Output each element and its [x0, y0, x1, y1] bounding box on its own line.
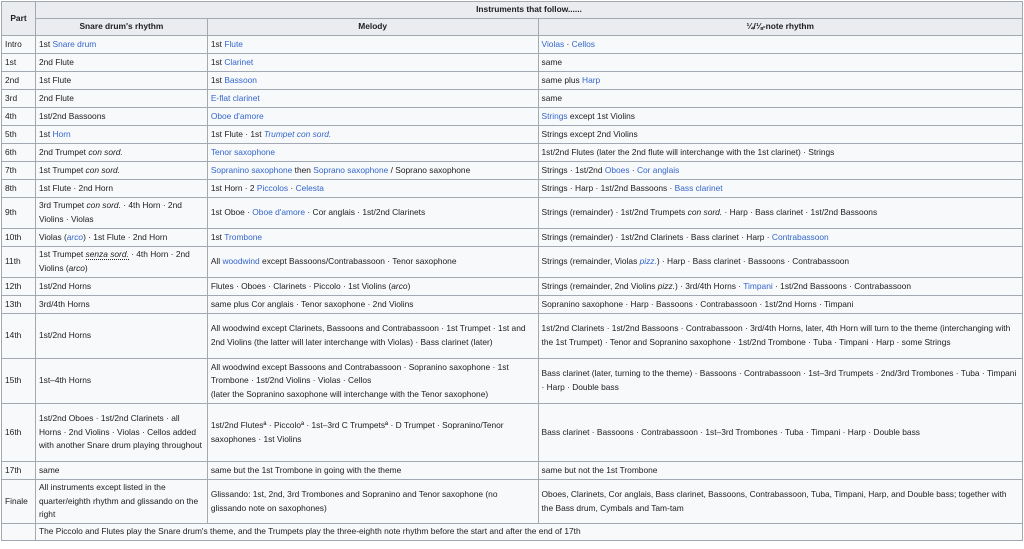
table-row [2, 462, 1023, 480]
melody-cell [207, 144, 538, 162]
link-contrabassoon[interactable]: Contrabassoon [771, 231, 829, 242]
part-cell-empty [2, 524, 36, 541]
snare-cell: 2nd Trumpet con sord. [35, 144, 207, 162]
quarter-cell: same plus Harp [538, 72, 1022, 90]
melody-cell: same plus Cor anglais · Tenor saxophone · 2nd Violins [207, 296, 538, 314]
snare-cell: Violas (arco) · 1st Flute · 2nd Horn [35, 229, 207, 247]
link-cellos[interactable]: Cellos [571, 38, 595, 49]
melody-cell: 1st/2nd Flutesª · Piccoloª · 1st–3rd C Trumpetsª · D Trumpet · Sopranino/Tenor saxophones · 1st Violins [207, 404, 538, 462]
melody-cell: 1st Flute · 1st Trumpet con sord. [207, 126, 538, 144]
part-cell: 5th [2, 126, 36, 144]
quarter-cell: Strings except 2nd Violins [538, 126, 1022, 144]
link-bass-clarinet[interactable]: Bass clarinet [674, 182, 723, 193]
table-row [2, 144, 1023, 162]
melody-cell: 1st Flute [207, 36, 538, 54]
link-horn[interactable]: Horn [52, 128, 71, 139]
quarter-cell: Oboes, Clarinets, Cor anglais, Bass clarinet, Bassoons, Contrabassoon, Tuba, Timpani, Harp, and Double bass; together with the Bass drum, Cymbals and Tam-tam [538, 480, 1022, 524]
quarter-cell: same [538, 90, 1022, 108]
snare-cell: 3rd Trumpet con sord. · 4th Horn · 2nd Violins · Violas [35, 198, 207, 229]
header-part: Part [2, 2, 36, 36]
link-celesta[interactable]: Celesta [295, 182, 324, 193]
table-row [2, 90, 1023, 108]
link-timpani[interactable]: Timpani [743, 280, 773, 291]
snare-cell: 3rd/4th Horns [35, 296, 207, 314]
part-cell: 15th [2, 359, 36, 404]
snare-cell: 2nd Flute [35, 90, 207, 108]
melody-cell: 1st Horn · 2 Piccolos · Celesta [207, 180, 538, 198]
melody-cell: 1st Bassoon [207, 72, 538, 90]
quarter-cell: Strings except 1st Violins [538, 108, 1022, 126]
quarter-cell: Strings · Harp · 1st/2nd Bassoons · Bass clarinet [538, 180, 1022, 198]
instrumentation-table [1, 1, 1023, 541]
table-row [2, 108, 1023, 126]
link-oboe-damore-2[interactable]: Oboe d'amore [252, 207, 306, 218]
link-oboe-damore[interactable]: Oboe d'amore [210, 110, 264, 121]
table-row [2, 278, 1023, 296]
table-row [2, 229, 1023, 247]
part-cell: 12th [2, 278, 36, 296]
table-row [2, 126, 1023, 144]
quarter-cell: Strings (remainder, Violas pizz.) · Harp · Bass clarinet · Bassoons · Contrabassoon [538, 247, 1022, 278]
part-cell: 8th [2, 180, 36, 198]
part-cell: 7th [2, 162, 36, 180]
part-cell: 3rd [2, 90, 36, 108]
part-cell: 17th [2, 462, 36, 480]
quarter-cell: Violas · Cellos [538, 36, 1022, 54]
link-trumpet-con-sord[interactable]: Trumpet con sord. [263, 128, 332, 139]
melody-cell: 1st Oboe · Oboe d'amore · Cor anglais · 1st/2nd Clarinets [207, 198, 538, 229]
table-row [2, 198, 1023, 229]
snare-cell: 1st/2nd Bassoons [35, 108, 207, 126]
part-cell: 6th [2, 144, 36, 162]
link-tenor-saxophone[interactable]: Tenor saxophone [210, 146, 276, 157]
table-row [2, 404, 1023, 462]
link-woodwind[interactable]: woodwind [222, 256, 260, 267]
melody-cell: same but the 1st Trombone in going with the theme [207, 462, 538, 480]
quarter-cell: Bass clarinet · Bassoons · Contrabassoon · 1st–3rd Trombones · Tuba · Timpani · Harp · Double bass [538, 404, 1022, 462]
link-strings[interactable]: Strings [541, 110, 568, 121]
melody-cell: Glissando: 1st, 2nd, 3rd Trombones and Sopranino and Tenor saxophone (no glissando note on saxophones) [207, 480, 538, 524]
header-snare-rhythm: Snare drum's rhythm [35, 19, 207, 36]
quarter-cell: Bass clarinet (later, turning to the theme) · Bassoons · Contrabassoon · 1st–3rd Trumpets · 2nd/3rd Trombones · Tuba · Timpani · Harp · Double bass [538, 359, 1022, 404]
quarter-cell: Strings · 1st/2nd Oboes · Cor anglais [538, 162, 1022, 180]
quarter-cell: Strings (remainder, 2nd Violins pizz.) · 3rd/4th Horns · Timpani · 1st/2nd Bassoons · Contrabassoon [538, 278, 1022, 296]
link-bassoon[interactable]: Bassoon [224, 74, 257, 85]
link-trombone[interactable]: Trombone [224, 231, 263, 242]
snare-cell: 1st Trumpet senza sord. · 4th Horn · 2nd Violins (arco) [35, 247, 207, 278]
melody-cell: All woodwind except Clarinets, Bassoons and Contrabassoon · 1st Trumpet · 1st and 2nd Violins (the latter will later interchange with Violas) · Bass clarinet (later) [207, 314, 538, 359]
melody-cell: Sopranino saxophone then Soprano saxophone / Soprano saxophone [207, 162, 538, 180]
snare-cell: 1st Trumpet con sord. [35, 162, 207, 180]
snare-cell: 2nd Flute [35, 54, 207, 72]
melody-cell: All woodwind except Bassoons/Contrabassoon · Tenor saxophone [207, 247, 538, 278]
quarter-cell: Sopranino saxophone · Harp · Bassoons · Contrabassoon · 1st/2nd Horns · Timpani [538, 296, 1022, 314]
table-row [2, 54, 1023, 72]
table-row [2, 524, 1023, 541]
link-eflat-clarinet[interactable]: E-flat clarinet [210, 92, 260, 103]
melody-cell: All woodwind except Bassoons and Contrabassoon · Sopranino saxophone · 1st Trombone · 1st/2nd Violins · Violas · Cellos (later the Sopranino saxophone will interchange with the Tenor saxophone) [207, 359, 538, 404]
quarter-cell: same but not the 1st Trombone [538, 462, 1022, 480]
part-cell: 10th [2, 229, 36, 247]
table-row [2, 247, 1023, 278]
part-cell: 9th [2, 198, 36, 229]
quarter-cell: same [538, 54, 1022, 72]
link-harp[interactable]: Harp [582, 74, 601, 85]
link-oboes[interactable]: Oboes [604, 164, 630, 175]
footnote: The Piccolo and Flutes play the Snare drum's theme, and the Trumpets play the three-eighth note rhythm before the start and after the end of 17th [35, 524, 1022, 541]
table-row [2, 180, 1023, 198]
melody-cell: Flutes · Oboes · Clarinets · Piccolo · 1st Violins (arco) [207, 278, 538, 296]
link-cor-anglais[interactable]: Cor anglais [636, 164, 680, 175]
link-clarinet[interactable]: Clarinet [224, 56, 254, 67]
quarter-cell: 1st/2nd Flutes (later the 2nd flute will interchange with the 1st clarinet) · Strings [538, 144, 1022, 162]
table-row [2, 72, 1023, 90]
link-snare-drum[interactable]: Snare drum [52, 38, 97, 49]
table-row [2, 162, 1023, 180]
snare-cell: 1st Horn [35, 126, 207, 144]
link-piccolos[interactable]: Piccolos [256, 182, 289, 193]
snare-cell: 1st Flute [35, 72, 207, 90]
link-pizz[interactable]: pizz. [639, 256, 657, 267]
part-cell: 14th [2, 314, 36, 359]
quarter-cell: Strings (remainder) · 1st/2nd Trumpets con sord. · Harp · Bass clarinet · 1st/2nd Bassoons [538, 198, 1022, 229]
header-instruments-group: Instruments that follow...... [35, 2, 1022, 19]
table-row [2, 296, 1023, 314]
snare-cell: All instruments except listed in the quarter/eighth rhythm and glissando on the right [35, 480, 207, 524]
link-arco[interactable]: arco [66, 231, 84, 242]
part-cell: 13th [2, 296, 36, 314]
table-row [2, 314, 1023, 359]
snare-cell: 1st/2nd Horns [35, 278, 207, 296]
header-melody: Melody [207, 19, 538, 36]
snare-cell: 1st Snare drum [35, 36, 207, 54]
part-cell: 16th [2, 404, 36, 462]
link-violas[interactable]: Violas [541, 38, 565, 49]
quarter-cell: Strings (remainder) · 1st/2nd Clarinets · Bass clarinet · Harp · Contrabassoon [538, 229, 1022, 247]
melody-cell [207, 90, 538, 108]
header-quarter-eighth-rhythm: ¼/⅛-note rhythm [538, 19, 1022, 36]
link-sopranino-saxophone[interactable]: Sopranino saxophone [210, 164, 293, 175]
part-cell: 2nd [2, 72, 36, 90]
quarter-cell: 1st/2nd Clarinets · 1st/2nd Bassoons · Contrabassoon · 3rd/4th Horns, later, 4th Horn will turn to the theme (interchanging with the 1st Trumpet) · Tenor and Sopranino saxophone · 1st/2nd Trombone · Tuba · Timpani · Harp · some Strings [538, 314, 1022, 359]
link-soprano-saxophone[interactable]: Soprano saxophone [313, 164, 389, 175]
snare-cell: 1st–4th Horns [35, 359, 207, 404]
part-cell: 11th [2, 247, 36, 278]
link-flute[interactable]: Flute [224, 38, 243, 49]
melody-cell [207, 108, 538, 126]
table-row [2, 480, 1023, 524]
part-cell: Finale [2, 480, 36, 524]
table-row [2, 359, 1023, 404]
snare-cell: 1st/2nd Oboes · 1st/2nd Clarinets · all Horns · 2nd Violins · Violas · Cellos added with another Snare drum playing throughout [35, 404, 207, 462]
part-cell: Intro [2, 36, 36, 54]
snare-cell: 1st Flute · 2nd Horn [35, 180, 207, 198]
melody-cell: 1st Clarinet [207, 54, 538, 72]
snare-cell: same [35, 462, 207, 480]
part-cell: 4th [2, 108, 36, 126]
melody-cell: 1st Trombone [207, 229, 538, 247]
part-cell: 1st [2, 54, 36, 72]
snare-cell: 1st/2nd Horns [35, 314, 207, 359]
table-row [2, 36, 1023, 54]
